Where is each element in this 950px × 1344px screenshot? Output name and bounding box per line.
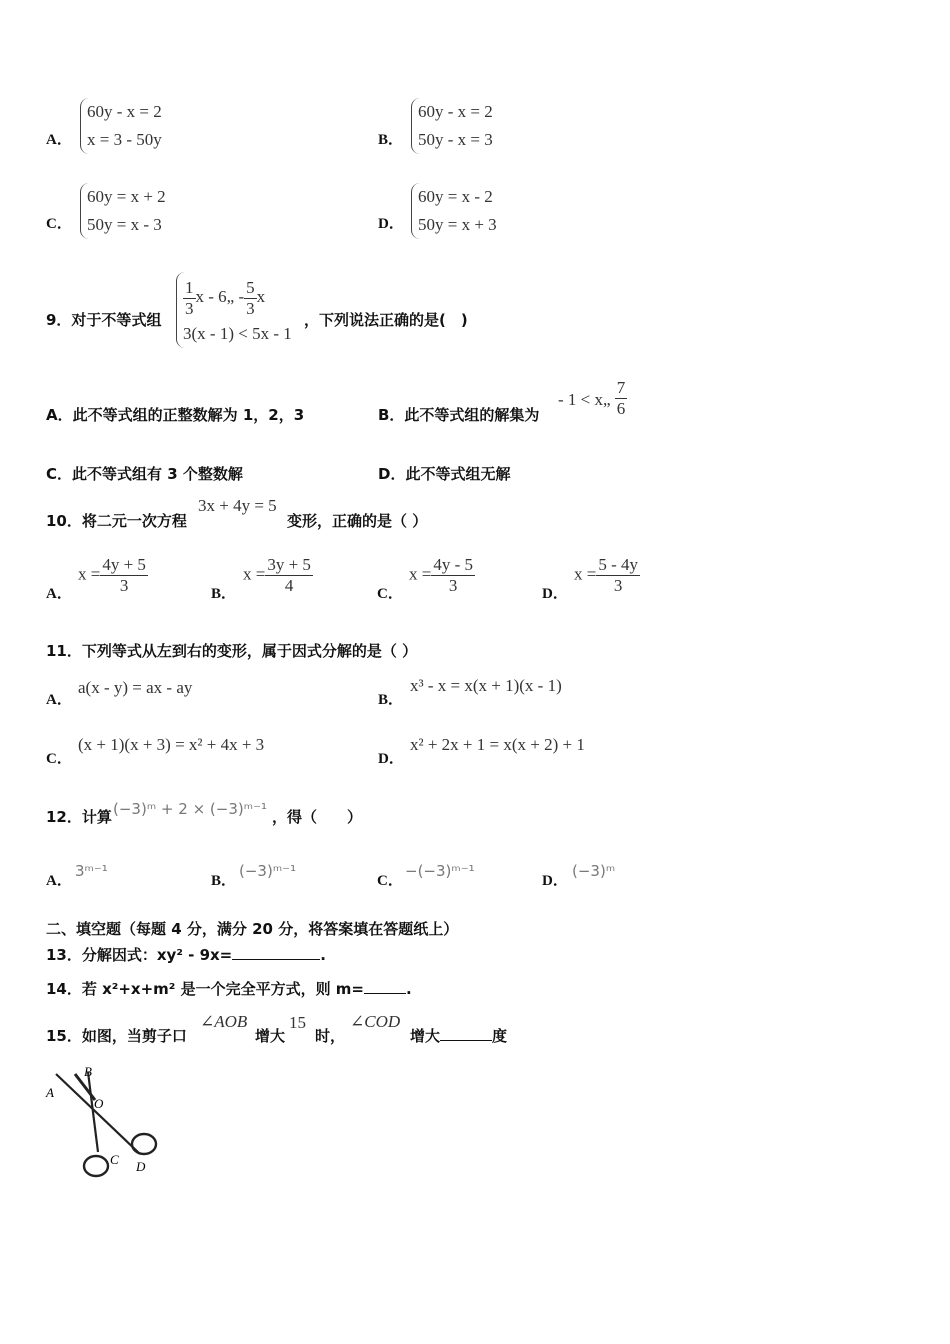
- q15-increase-1: 增大: [255, 1027, 286, 1045]
- q9-inequality-1: $\frac{1}{3}$ x - 6„ - $\frac{5}{3}$ x: [185, 277, 266, 318]
- answer-blank[interactable]: [232, 959, 320, 960]
- q10-option-c-expr: x = $\frac{4y - 5}{3}$: [409, 555, 474, 595]
- q8-option-d-system: [411, 183, 497, 239]
- section-title: 二、填空题（每题 4 分，满分 20 分，将答案填在答题纸上）: [46, 920, 459, 938]
- fraction: $\frac{5}{3}$: [246, 277, 255, 318]
- q11-option-c-label: C．: [46, 751, 72, 767]
- q12-option-b-expr: (−3)ᵐ⁻¹: [239, 862, 297, 880]
- fraction: $\frac{4y - 5}{3}$: [433, 555, 474, 595]
- q12-option-d-expr: (−3)ᵐ: [572, 862, 616, 880]
- q8-option-b-system: [411, 98, 493, 154]
- equation-line: 50y = x + 3: [418, 215, 497, 234]
- q10-option-a-label: A．: [46, 586, 72, 602]
- fraction: $\frac{7}{6}$: [616, 378, 626, 418]
- q12-option-d-label: D．: [542, 873, 568, 889]
- q9-option-b: B．此不等式组的解集为: [378, 406, 540, 424]
- scissors-handle-c: [84, 1156, 108, 1176]
- q10-equation: 3x + 4y = 5: [198, 496, 277, 515]
- q8-option-c-label: C．: [46, 216, 72, 232]
- q10-option-b-expr: x = $\frac{3y + 5}{4}$: [243, 555, 311, 595]
- q10-option-d-expr: x = $\frac{5 - 4y}{3}$: [574, 555, 639, 595]
- q12-suffix: ，得（ ）: [272, 808, 363, 826]
- q8-option-c-system: [80, 183, 166, 239]
- q12-option-a-expr: 3ᵐ⁻¹: [75, 862, 108, 880]
- q12-option-a-label: A．: [46, 873, 72, 889]
- q15-when: 时，: [315, 1027, 346, 1045]
- q12-option-b-label: B．: [211, 873, 237, 889]
- q9-option-d: D．此不等式组无解: [378, 465, 511, 483]
- figure-label-c: C: [110, 1152, 119, 1167]
- q12-expression: (−3)ᵐ + 2 × (−3)ᵐ⁻¹: [113, 800, 268, 818]
- fraction: $\frac{3y + 5}{4}$: [267, 555, 311, 595]
- q15-angle-aob: ∠AOB: [200, 1012, 248, 1031]
- q15-degree: 度: [492, 1027, 508, 1045]
- q11-stem: 11．下列等式从左到右的变形，属于因式分解的是（ ）: [46, 642, 418, 660]
- fraction: $\frac{1}{3}$: [185, 277, 194, 318]
- q15-answer: [410, 1025, 507, 1046]
- equation-line: 60y - x = 2: [418, 102, 493, 121]
- q8-option-d-label: D．: [378, 216, 404, 232]
- q12-option-c-expr: −(−3)ᵐ⁻¹: [405, 862, 475, 880]
- q8-option-b-label: B．: [378, 132, 404, 148]
- q11-option-b-expr: x³ - x = x(x + 1)(x - 1): [410, 676, 562, 695]
- equation-line: 60y - x = 2: [87, 102, 162, 121]
- q12-stem: 12．计算: [46, 808, 112, 826]
- q13-text: 13．分解因式：xy² - 9x=: [46, 946, 233, 964]
- answer-blank[interactable]: [440, 1040, 492, 1041]
- fraction: $\frac{5 - 4y}{3}$: [598, 555, 639, 595]
- q8-option-a-label: A．: [46, 132, 72, 148]
- figure-label-a: A: [46, 1085, 54, 1100]
- q10-option-a-expr: x = $\frac{4y + 5}{3}$: [78, 555, 146, 595]
- q10-option-d-label: D．: [542, 586, 568, 602]
- scissors-handle-d: [132, 1134, 156, 1154]
- scissors-figure: [42, 1062, 167, 1187]
- q9-inequality-system: [176, 272, 292, 348]
- q11-option-a-expr: a(x - y) = ax - ay: [78, 678, 193, 697]
- q9-inequality-2: 3(x - 1) < 5x - 1: [183, 324, 292, 343]
- figure-label-o: O: [94, 1096, 104, 1111]
- q15-angle-cod: ∠COD: [350, 1012, 401, 1031]
- q10-suffix: 变形，正确的是（ ）: [287, 512, 428, 530]
- q15-stem: 15．如图，当剪子口: [46, 1027, 187, 1045]
- equation-line: 50y - x = 3: [418, 130, 493, 149]
- q9-option-b-math: - 1 < x„ $\frac{7}{6}$: [558, 378, 626, 418]
- q14-suffix: .: [406, 980, 412, 998]
- q15-value: 15: [289, 1013, 306, 1032]
- q15-increase-2: 增大: [410, 1027, 441, 1045]
- q9-option-a: A．此不等式组的正整数解为 1，2，3: [46, 406, 305, 424]
- q9-question-suffix: ，下列说法正确的是( ): [304, 311, 468, 329]
- q9-stem: 9．对于不等式组: [46, 311, 162, 329]
- equation-line: 50y = x - 3: [87, 215, 162, 234]
- q13-suffix: .: [320, 946, 326, 964]
- equation-line: 60y = x + 2: [87, 187, 166, 206]
- q10-option-c-label: C．: [377, 586, 403, 602]
- q10-option-b-label: B．: [211, 586, 237, 602]
- q9-option-c: C．此不等式组有 3 个整数解: [46, 465, 243, 483]
- q11-option-c-expr: (x + 1)(x + 3) = x² + 4x + 3: [78, 735, 265, 754]
- equation-line: 60y = x - 2: [418, 187, 493, 206]
- q12-option-c-label: C．: [377, 873, 403, 889]
- figure-label-b: B: [84, 1064, 92, 1079]
- equation-line: x = 3 - 50y: [87, 130, 162, 149]
- q11-option-d-label: D．: [378, 751, 404, 767]
- fraction: $\frac{4y + 5}{3}$: [102, 555, 146, 595]
- q8-option-a-system: [80, 98, 162, 154]
- q11-option-a-label: A．: [46, 692, 72, 708]
- q11-option-d-expr: x² + 2x + 1 = x(x + 2) + 1: [410, 735, 585, 754]
- q14-text: 14．若 x²+x+m² 是一个完全平方式，则 m=: [46, 980, 364, 998]
- scissors-blade-a: [56, 1074, 140, 1154]
- q10-stem: 10．将二元一次方程: [46, 512, 187, 530]
- q11-option-b-label: B．: [378, 692, 404, 708]
- figure-label-d: D: [136, 1159, 146, 1174]
- q14: [46, 978, 412, 999]
- answer-blank[interactable]: [364, 993, 406, 994]
- q13: [46, 944, 326, 965]
